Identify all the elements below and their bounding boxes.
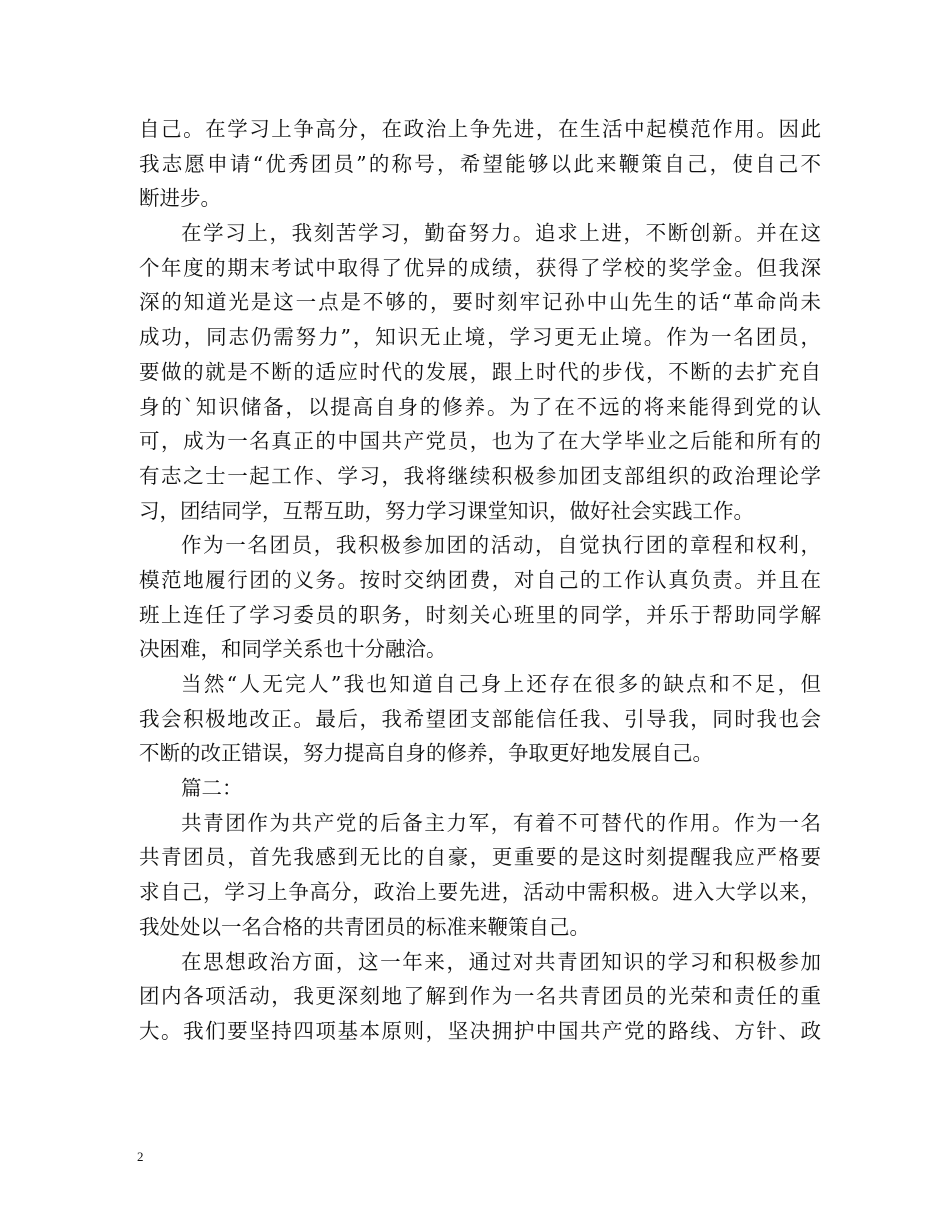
text-line: 共青团员，首先我感到无比的自豪，更重要的是这时刻提醒我应严格要 <box>139 845 821 870</box>
document-body <box>139 112 821 1049</box>
text-line: 模范地履行团的义务。按时交纳团费，对自己的工作认真负责。并且在 <box>139 567 821 592</box>
text-line: 求自己，学习上争高分，政治上要先进，活动中需积极。进入大学以来， <box>139 880 821 905</box>
text-line: 有志之士一起工作、学习，我将继续积极参加团支部组织的政治理论学 <box>139 463 821 488</box>
text-line: 不断的改正错误，努力提高自身的修养，争取更好地发展自己。 <box>139 741 713 766</box>
paragraph-first-line: 共青团作为共产党的后备主力军，有着不可替代的作用。作为一名 <box>181 810 821 835</box>
text-line: 可，成为一名真正的中国共产党员，也为了在大学毕业之后能和所有的 <box>139 429 821 454</box>
text-line: 班上连任了学习委员的职务，时刻关心班里的同学，并乐于帮助同学解 <box>139 602 821 627</box>
paragraph-first-line: 在学习上，我刻苦学习，勤奋努力。追求上进，不断创新。并在这 <box>181 221 821 246</box>
text-line: 身的`知识储备，以提高自身的修养。为了在不远的将来能得到党的认 <box>139 394 821 419</box>
text-line: 我志愿申请“优秀团员”的称号，希望能够以此来鞭策自己，使自己不 <box>139 151 821 176</box>
text-line: 决困难，和同学关系也十分融洽。 <box>139 637 447 662</box>
text-line: 自己。在学习上争高分，在政治上争先进，在生活中起模范作用。因此 <box>139 117 821 141</box>
paragraph-first-line: 作为一名团员，我积极参加团的活动，自觉执行团的章程和权利， <box>181 533 821 558</box>
page-number: 2 <box>137 1149 144 1164</box>
text-line: 我会积极地改正。最后，我希望团支部能信任我、引导我，同时我也会 <box>139 706 821 731</box>
section-heading: 篇二： <box>181 776 243 801</box>
text-line: 深的知道光是这一点是不够的，要时刻牢记孙中山先生的话“革命尚未 <box>139 290 821 315</box>
text-line: 团内各项活动，我更深刻地了解到作为一名共青团员的光荣和责任的重 <box>139 984 821 1009</box>
text-line: 大。我们要坚持四项基本原则，坚决拥护中国共产党的路线、方针、政 <box>139 1018 821 1043</box>
text-line: 我处处以一名合格的共青团员的标准来鞭策自己。 <box>139 914 590 939</box>
text-line: 要做的就是不断的适应时代的发展，跟上时代的步伐，不断的去扩充自 <box>139 359 821 384</box>
paragraph-first-line: 当然“人无完人”我也知道自己身上还存在很多的缺点和不足，但 <box>181 672 821 696</box>
text-line: 断进步。 <box>139 186 221 211</box>
text-line: 个年度的期末考试中取得了优异的成绩，获得了学校的奖学金。但我深 <box>139 255 821 280</box>
text-line: 习，团结同学，互帮互助，努力学习课堂知识，做好社会实践工作。 <box>139 498 754 523</box>
paragraph-first-line: 在思想政治方面，这一年来，通过对共青团知识的学习和积极参加 <box>181 949 821 974</box>
text-line: 成功，同志仍需努力”，知识无止境，学习更无止境。作为一名团员， <box>139 325 821 350</box>
